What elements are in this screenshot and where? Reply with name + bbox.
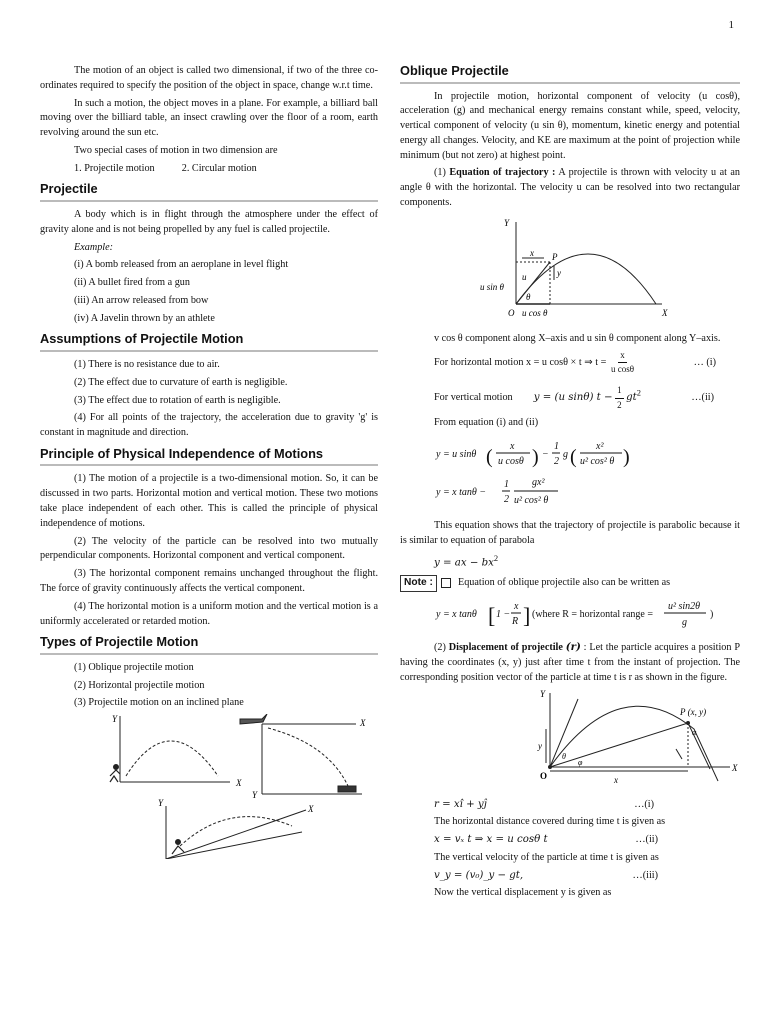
- trajectory-text: A projectile is thrown with velocity u at an angle θ with the horizontal. The velocity u can be resolved into two rectangular components.: [400, 167, 741, 209]
- vertical-motion-label: For vertical motion: [434, 392, 513, 404]
- heading-projectile: Projectile: [40, 180, 378, 202]
- svg-text:): ): [710, 608, 714, 620]
- note-checkbox-icon: [441, 578, 451, 588]
- horizontal-frac-num: x: [618, 349, 627, 363]
- vertical-eq-part-b: gt: [626, 392, 637, 404]
- svg-text:x: x: [514, 600, 519, 612]
- note-where: (where R = horizontal range =: [532, 608, 653, 620]
- displacement-number: (2): [434, 642, 446, 654]
- svg-text:1 −: 1 −: [496, 608, 511, 620]
- fig-c-y: Y: [158, 798, 164, 809]
- oblique-paragraph: In projectile motion, horizontal component of velocity (u cosθ), acceleration (g) and mechanical energy remains constant while, speed, velocity, vertical component of velocity (u sin θ), momentum, kinetic energy and potential energy all changes. Velocity, and KE are maximum at the point of projection while minimum (but not zero) at highest point.: [400, 90, 740, 161]
- right-column: [400, 60, 740, 904]
- components-text: v cos θ component along X–axis and u sin θ component along Y–axis.: [434, 332, 721, 344]
- displacement-figure: [400, 689, 740, 789]
- vertical-displacement-text: Now the vertical displacement y is given as: [434, 887, 612, 899]
- fig-b-y: Y: [252, 790, 258, 801]
- horizontal-frac-den: u cosθ: [610, 364, 635, 375]
- svg-text:gx²: gx²: [532, 477, 545, 489]
- horizontal-motion-eq: [400, 349, 740, 376]
- fig-c-x: X: [308, 804, 314, 815]
- vertical-velocity-text: The vertical velocity of the particle at time t is given as: [434, 851, 659, 863]
- principle-1: (1) The motion of a projectile is a two-dimensional motion. So, it can be discussed in two parts. Horizontal motion and vertical motion. These two motions take place independent of each other. This is called the principle of physical independence of motions.: [40, 473, 378, 529]
- example-2: (ii) A bullet fired from a gun: [74, 277, 190, 289]
- svg-text:): ): [532, 446, 539, 469]
- page-number: 1: [728, 19, 734, 31]
- svg-text:y = x tanθ: y = x tanθ: [436, 608, 477, 620]
- projectile-definition: A body which is in flight through the atmosphere under the effect of gravity alone and is not being propelled by any fuel is called projectile.: [40, 209, 378, 235]
- svg-text:(: (: [570, 446, 577, 469]
- fig2-phi-label: φ: [578, 757, 583, 767]
- principle-2: (2) The velocity of the particle can be resolved into two mutually perpendicular components. Horizontal component and vertical component.: [40, 535, 378, 562]
- principle-3: (3) The horizontal component remains unchanged throughout the flight. The force of gravity continuously affects the vertical component.: [40, 568, 378, 594]
- vertical-velocity-ref: …(iii): [632, 869, 658, 881]
- horizontal-distance-ref: …(ii): [635, 834, 658, 846]
- fig2-y-label: y: [538, 740, 542, 751]
- vertical-eq-ref: …(ii): [691, 391, 714, 403]
- heading-principle: Principle of Physical Independence of Motions: [40, 445, 378, 467]
- fig1-y-label: y: [557, 267, 561, 278]
- note-equation: [400, 595, 740, 635]
- types-illustration: [40, 714, 378, 859]
- case-1: 1. Projectile motion: [74, 162, 155, 174]
- trajectory-figure: [400, 214, 740, 320]
- fig1-u-label: u: [522, 271, 527, 282]
- note-label: Note :: [400, 575, 437, 592]
- type-1: (1) Oblique projectile motion: [74, 661, 194, 673]
- displacement-title: Displacement of projectile: [448, 642, 563, 654]
- trajectory-derivation: [400, 433, 740, 509]
- horizontal-distance: x = vₓ t ⇒ x = u cosθ t: [434, 834, 548, 846]
- fig1-usin-label: u sin θ: [480, 281, 504, 292]
- note-text: Equation of oblique projectile also can be written as: [457, 576, 671, 588]
- svg-text:−: −: [542, 449, 549, 461]
- intro-paragraph-1: The motion of an object is called two dimensional, if two of the three co-ordinates required to specify the position of the object in space, change w.r.t time.: [40, 65, 378, 91]
- displacement-paragraph: [400, 640, 740, 685]
- horizontal-distance-text: The horizontal distance covered during time t is given as: [434, 816, 666, 828]
- svg-text:g: g: [682, 616, 687, 628]
- assumption-1: (1) There is no resistance due to air.: [74, 359, 220, 371]
- svg-text:2: 2: [554, 456, 559, 468]
- fig-b-x: X: [360, 718, 366, 729]
- fig-a-x: X: [236, 778, 242, 789]
- fig1-x-axis: X: [662, 307, 668, 318]
- fig2-origin: O: [540, 770, 548, 781]
- parabola-equation: y = ax − $bx^2$: [434, 552, 499, 569]
- fig1-p-label: P: [552, 251, 558, 262]
- assumption-4: (4) For all points of the trajectory, the acceleration due to gravity 'g' is constant in magnitude and direction.: [40, 412, 378, 439]
- position-vector-eq: [400, 798, 740, 813]
- svg-text:]: ]: [523, 602, 531, 628]
- svg-text:[: [: [488, 602, 496, 628]
- fig1-y-axis: Y: [504, 217, 510, 228]
- svg-text:u² sin2θ: u² sin2θ: [668, 600, 701, 612]
- displacement-r: (r): [565, 641, 581, 654]
- vertical-velocity: v_y = (v₀)_y − gt,: [434, 869, 524, 881]
- position-vector-ref: …(i): [634, 798, 654, 810]
- vertical-velocity-eq: [400, 869, 740, 884]
- displacement-text: : Let the particle acquires a position P having the coordinates (x, y) just after time t from the instant of projection. The corresponding position vector of the particle at time t is r as shown in the figure.: [400, 642, 741, 683]
- heading-assumptions: Assumptions of Projectile Motion: [40, 330, 378, 352]
- svg-text:): ): [623, 446, 630, 469]
- trajectory-paragraph: [400, 166, 740, 210]
- fig2-p-label: P (x, y): [680, 706, 707, 717]
- fig1-origin: O: [508, 307, 515, 318]
- fig-a-y: Y: [112, 714, 118, 725]
- position-vector: r = xî + yĵ: [434, 798, 487, 810]
- vertical-motion-eq: For vertical motion y = (u sinθ) t − $\frac{1}{2}$ $gt^2$ …(ii): [434, 385, 714, 410]
- assumption-3: (3) The effect due to rotation of earth is negligible.: [74, 394, 281, 406]
- example-4: (iv) A Javelin thrown by an athlete: [74, 312, 215, 324]
- svg-text:y = x tanθ −: y = x tanθ −: [436, 487, 487, 499]
- example-label: Example:: [74, 241, 114, 253]
- horizontal-eq-ref: … (i): [693, 356, 716, 368]
- fig1-x-label: x: [530, 247, 534, 258]
- fig2-x-label: x: [614, 774, 618, 785]
- assumption-2: (2) The effect due to curvature of earth is negligible.: [74, 376, 288, 388]
- svg-text:x: x: [510, 441, 515, 453]
- horizontal-motion-label: For horizontal motion x = u cosθ × t ⇒ t =: [434, 357, 607, 369]
- svg-text:1: 1: [504, 479, 509, 491]
- svg-text:1: 1: [554, 441, 559, 453]
- intro-paragraph-2: In such a motion, the object moves in a plane. For example, a billiard ball moving over the billiard table, an insect crawling over the floor of a room, earth revolving around the sun etc.: [40, 97, 378, 139]
- svg-text:y = u sinθ: y = u sinθ: [436, 449, 477, 461]
- note-line: [400, 575, 740, 592]
- fig2-y-axis: Y: [540, 688, 546, 699]
- trajectory-number: (1): [434, 167, 446, 179]
- inclined-projectile-figure: [166, 806, 306, 859]
- from-equations-text: From equation (i) and (ii): [434, 416, 539, 428]
- svg-text:2: 2: [504, 494, 509, 506]
- svg-text:u cosθ: u cosθ: [498, 456, 524, 468]
- fig2-theta-label: θ: [562, 751, 566, 761]
- svg-text:u² cos² θ: u² cos² θ: [580, 456, 615, 468]
- cases-list: [40, 162, 378, 177]
- horizontal-projectile-figure: [240, 714, 362, 794]
- horizontal-distance-eq: [400, 833, 740, 848]
- vertical-eq-part-a: y = (u sinθ) t −: [533, 392, 613, 404]
- svg-text:x²: x²: [596, 441, 604, 453]
- heading-types: Types of Projectile Motion: [40, 633, 378, 655]
- intro-paragraph-3: Two special cases of motion in two dimension are: [74, 144, 278, 156]
- heading-oblique: Oblique Projectile: [400, 62, 740, 84]
- trajectory-title: Equation of trajectory :: [449, 167, 556, 179]
- svg-text:(: (: [486, 446, 493, 469]
- left-column: [40, 60, 378, 865]
- type-3: (3) Projectile motion on an inclined plane: [74, 697, 244, 709]
- svg-text:R: R: [512, 615, 519, 627]
- svg-text:g: g: [563, 449, 568, 461]
- parabola-eq: y = ax − bx: [434, 557, 494, 569]
- fig2-alpha-label: α: [692, 727, 697, 737]
- horizontal-fraction: [611, 349, 634, 376]
- fig1-theta-label: θ: [526, 291, 531, 302]
- type-2: (2) Horizontal projectile motion: [74, 679, 205, 691]
- fig2-x-axis: X: [732, 762, 738, 773]
- example-1: (i) A bomb released from an aeroplane in level flight: [74, 259, 289, 271]
- svg-text:u² cos² θ: u² cos² θ: [514, 495, 549, 507]
- oblique-projectile-figure: [110, 716, 230, 782]
- parabola-text: This equation shows that the trajectory of projectile is parabolic because it is similar to equation of parabola: [400, 520, 740, 546]
- fig1-ucos-label: u cos θ: [522, 307, 548, 318]
- example-3: (iii) An arrow released from bow: [74, 294, 209, 306]
- case-2: 2. Circular motion: [181, 162, 257, 174]
- principle-4: (4) The horizontal motion is a uniform motion and the vertical motion is a uniformly accelerated or retarded motion.: [40, 600, 378, 627]
